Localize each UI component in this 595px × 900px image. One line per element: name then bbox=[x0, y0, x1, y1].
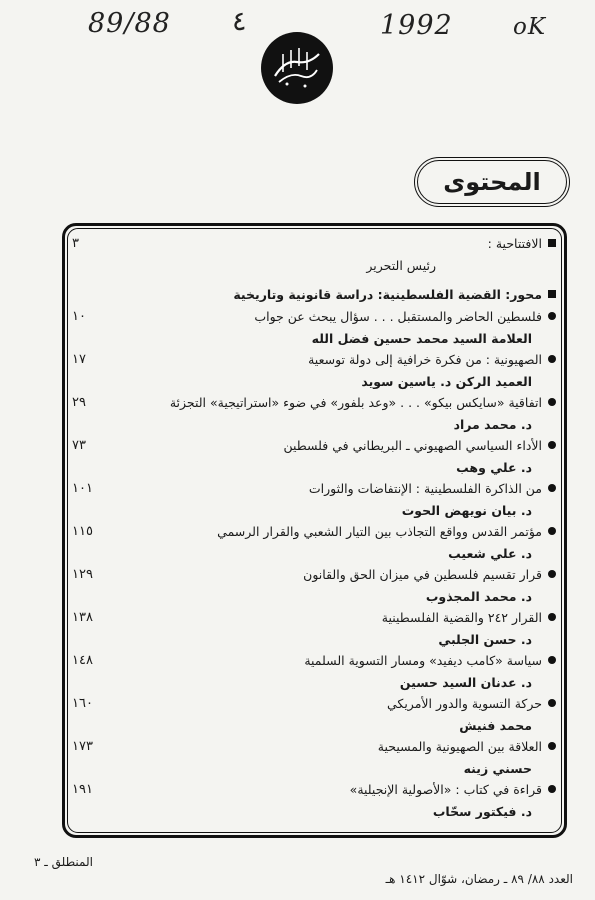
toc-entry-title bbox=[303, 567, 556, 582]
toc-item-row[interactable] bbox=[72, 481, 556, 518]
toc-author: د. عدنان السيد حسين bbox=[399, 675, 532, 690]
toc-title-text: حركة التسوية والدور الأمريكي bbox=[387, 696, 542, 711]
toc-page-number: ١٧٣ bbox=[72, 739, 93, 754]
handwritten-arabic-digit: ٤ bbox=[232, 6, 247, 37]
toc-author: د. محمد المجذوب bbox=[425, 589, 532, 604]
toc-author: محمد فنيش bbox=[459, 718, 532, 733]
toc-page-number: ١٠ bbox=[72, 309, 86, 324]
toc-entry-title bbox=[304, 653, 556, 668]
toc-title-text: القرار ٢٤٢ والقضية الفلسطينية bbox=[381, 610, 542, 625]
toc-title-text: الصهيونية : من فكرة خرافية إلى دولة توسعية bbox=[308, 352, 542, 367]
toc-item-row[interactable] bbox=[72, 438, 556, 475]
toc-title-text: محور: القضية الفلسطينية: دراسة قانونية وتاريخية bbox=[233, 287, 542, 302]
toc-title-text: من الذاكرة الفلسطينية : الإنتفاضات والثورات bbox=[308, 481, 542, 496]
round-bullet-icon bbox=[548, 355, 556, 363]
round-bullet-icon bbox=[548, 785, 556, 793]
toc-item-row[interactable] bbox=[72, 567, 556, 604]
toc-page-number: ٢٩ bbox=[72, 395, 86, 410]
toc-page-number: ١٣٨ bbox=[72, 610, 93, 625]
toc-section-row[interactable] bbox=[72, 236, 556, 273]
toc-author: د. محمد مراد bbox=[453, 417, 532, 432]
toc-entry-title bbox=[217, 524, 556, 539]
toc-title-text: مؤتمر القدس وواقع التجاذب بين التيار الشعبي والقرار الرسمي bbox=[217, 524, 542, 539]
footer-issue-info: العدد ٨٨/ ٨٩ ـ رمضان، شوّال ١٤١٢ هـ bbox=[385, 872, 573, 886]
toc-page-number: ١١٥ bbox=[72, 524, 93, 539]
toc-item-row[interactable] bbox=[72, 739, 556, 776]
footer-magazine-page: المنطلق ـ ٣ bbox=[34, 855, 93, 869]
round-bullet-icon bbox=[548, 312, 556, 320]
toc-author: د. علي شعيب bbox=[448, 546, 532, 561]
round-bullet-icon bbox=[548, 613, 556, 621]
toc-section-row[interactable] bbox=[72, 287, 556, 307]
round-bullet-icon bbox=[548, 527, 556, 535]
round-bullet-icon bbox=[548, 441, 556, 449]
toc-item-row[interactable] bbox=[72, 782, 556, 819]
toc-title-text: الافتتاحية : bbox=[487, 236, 542, 251]
round-bullet-icon bbox=[548, 398, 556, 406]
toc-page-number: ١٤٨ bbox=[72, 653, 93, 668]
toc-title-text: قراءة في كتاب : «الأصولية الإنجيلية» bbox=[349, 782, 542, 797]
toc-title-text: قرار تقسيم فلسطين في ميزان الحق والقانون bbox=[303, 567, 542, 582]
toc-title-text: الأداء السياسي الصهيوني ـ البريطاني في فلسطين bbox=[283, 438, 542, 453]
handwritten-issue-number: 89/88 bbox=[88, 8, 171, 39]
toc-item-row[interactable] bbox=[72, 524, 556, 561]
round-bullet-icon bbox=[548, 699, 556, 707]
contents-title-oval bbox=[414, 157, 570, 207]
toc-entry-title bbox=[283, 438, 556, 453]
toc-page-number: ١٩١ bbox=[72, 782, 93, 797]
toc-entry-title bbox=[309, 481, 556, 496]
square-bullet-icon bbox=[548, 239, 556, 247]
toc-title-text: سياسة «كامب ديفيد» ومسار التسوية السلمية bbox=[304, 653, 542, 668]
toc-author: العميد الركن د. ياسين سويد bbox=[361, 374, 532, 389]
toc-entry-title bbox=[308, 352, 556, 367]
toc-item-row[interactable] bbox=[72, 610, 556, 647]
round-bullet-icon bbox=[548, 742, 556, 750]
calligraphy-seal-icon bbox=[261, 32, 333, 104]
toc-title-text: فلسطين الحاضر والمستقبل . . . سؤال يبحث عن جواب bbox=[254, 309, 542, 324]
toc-page-number: ١٧ bbox=[72, 352, 86, 367]
toc-entry-title bbox=[233, 287, 556, 302]
toc-entry-title bbox=[254, 309, 556, 324]
toc-entry-title bbox=[387, 696, 556, 711]
toc-page-number: ١٢٩ bbox=[72, 567, 93, 582]
toc-item-row[interactable] bbox=[72, 653, 556, 690]
toc-author: د. حسن الجلبي bbox=[438, 632, 532, 647]
toc-author: حسني زينه bbox=[463, 761, 532, 776]
toc-entry-title bbox=[488, 236, 556, 251]
toc-author: رئيس التحرير bbox=[366, 258, 436, 273]
toc-page-number: ٧٣ bbox=[72, 438, 86, 453]
toc-item-row[interactable] bbox=[72, 352, 556, 389]
toc-author: د. بيان نويهض الحوت bbox=[401, 503, 532, 518]
toc-page-number: ١٦٠ bbox=[72, 696, 93, 711]
toc-item-row[interactable] bbox=[72, 309, 556, 346]
round-bullet-icon bbox=[548, 656, 556, 664]
toc-entry-title bbox=[170, 395, 556, 410]
round-bullet-icon bbox=[548, 570, 556, 578]
toc-item-row[interactable] bbox=[72, 696, 556, 733]
handwritten-ok-mark: oK bbox=[513, 14, 547, 40]
toc-author: العلامة السيد محمد حسين فضل الله bbox=[311, 331, 532, 346]
handwritten-year: 1992 bbox=[380, 10, 453, 41]
toc-title-text: اتفاقية «سايكس بيكو» . . . «وعد بلفور» في ضوء «استراتيجية» التجزئة bbox=[169, 395, 542, 410]
square-bullet-icon bbox=[548, 290, 556, 298]
toc-entry-title bbox=[350, 782, 556, 797]
toc-page-number: ١٠١ bbox=[72, 481, 93, 496]
toc-entry-title bbox=[378, 739, 556, 754]
toc-page-number: ٣ bbox=[72, 236, 79, 251]
toc-entry-title bbox=[382, 610, 556, 625]
toc-author: د. علي وهب bbox=[456, 460, 532, 475]
toc-author: د. فيكتور سحّاب bbox=[432, 804, 532, 819]
toc-title-text: العلاقة بين الصهيونية والمسيحية bbox=[377, 739, 542, 754]
page-title: المحتوى bbox=[443, 168, 541, 196]
round-bullet-icon bbox=[548, 484, 556, 492]
toc-item-row[interactable] bbox=[72, 395, 556, 432]
